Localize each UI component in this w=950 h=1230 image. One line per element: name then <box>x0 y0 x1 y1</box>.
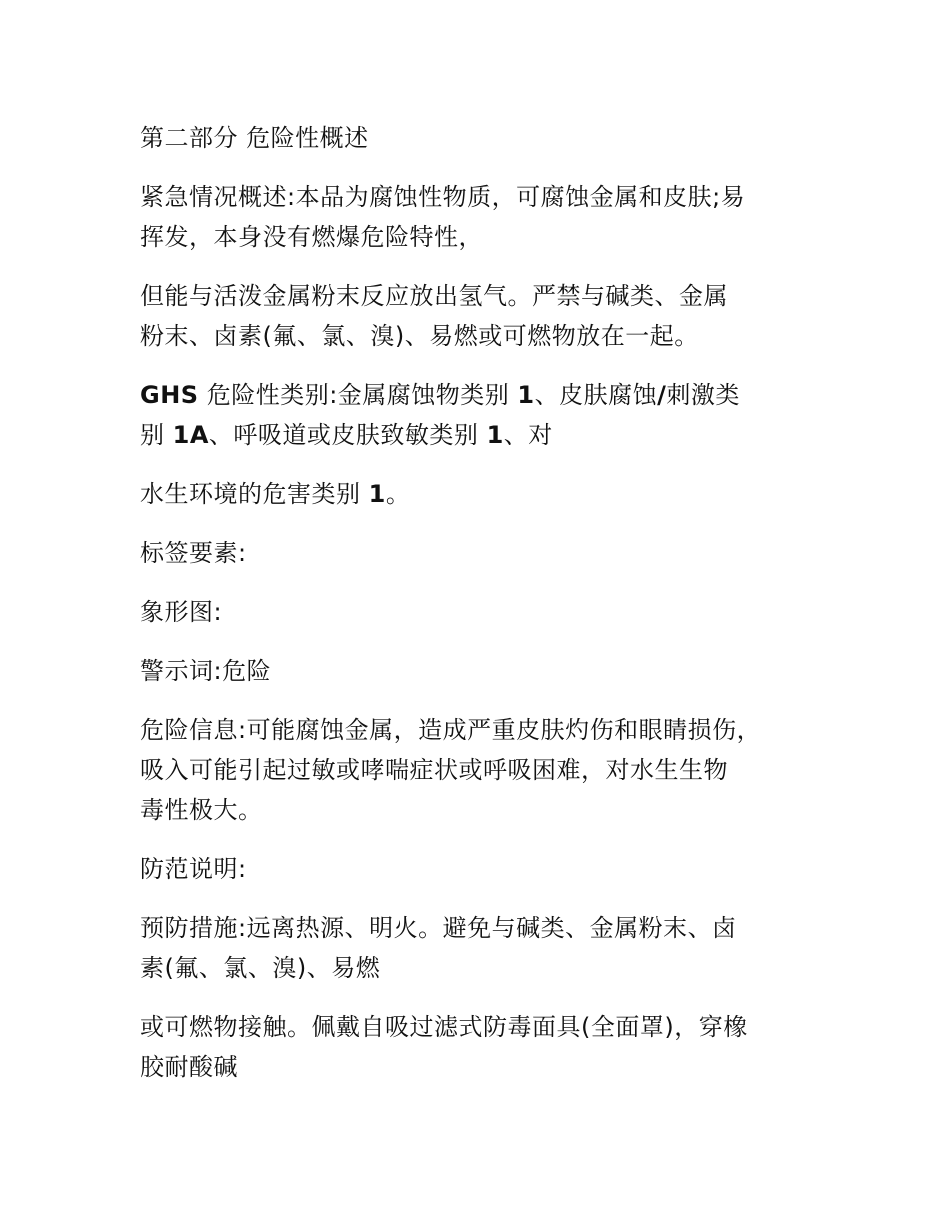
text-line <box>140 375 830 415</box>
text-line <box>140 415 830 455</box>
text-segment: 刺激类 <box>666 381 740 409</box>
signal-word-text: 警示词:危险 <box>140 657 272 685</box>
text-line: 但能与活泼金属粉末反应放出氢气。严禁与碱类、金属 <box>140 282 728 310</box>
category-number: 1 <box>368 480 386 508</box>
category-number: 1 <box>517 381 535 409</box>
text-line: 毒性极大。 <box>140 796 263 824</box>
text-line: 预防措施:远离热源、明火。避免与碱类、金属粉末、卤 <box>140 914 737 942</box>
hazard-info-paragraph <box>140 710 830 830</box>
text-line: 危险信息:可能腐蚀金属，造成严重皮肤灼伤和眼睛损伤， <box>140 716 762 744</box>
slash-separator: / <box>657 381 667 409</box>
precautionary-statements-text: 防范说明: <box>140 855 247 883</box>
emergency-overview-paragraph <box>140 177 830 257</box>
ppe-paragraph <box>140 1007 830 1087</box>
precautionary-statements-paragraph <box>140 849 830 889</box>
aquatic-hazard-paragraph <box>140 474 830 514</box>
pictogram-text: 象形图: <box>140 598 223 626</box>
text-segment: 水生环境的危害类别 <box>140 480 369 508</box>
category-number: 1 <box>486 421 504 449</box>
text-line: 或可燃物接触。佩戴自吸过滤式防毒面具(全面罩)，穿橡 <box>140 1013 748 1041</box>
text-line: 吸入可能引起过敏或哮喘症状或呼吸困难，对水生生物 <box>140 756 728 784</box>
text-segment: 。 <box>385 480 411 508</box>
text-segment: 、对 <box>503 421 553 449</box>
text-segment: 、皮肤腐蚀 <box>534 381 658 409</box>
document-body <box>140 118 830 1106</box>
text-segment: 、呼吸道或皮肤致敏类别 <box>208 421 487 449</box>
text-line: 胶耐酸碱 <box>140 1053 238 1081</box>
label-elements-paragraph <box>140 533 830 573</box>
ghs-label: GHS <box>140 381 199 409</box>
ghs-classification-paragraph <box>140 375 830 455</box>
text-line: 素(氟、氯、溴)、易燃 <box>140 954 381 982</box>
text-line: 紧急情况概述:本品为腐蚀性物质，可腐蚀金属和皮肤;易 <box>140 183 746 211</box>
text-line: 挥发，本身没有燃爆危险特性， <box>140 223 483 251</box>
section-title <box>140 118 830 158</box>
label-elements-text: 标签要素: <box>140 539 247 567</box>
pictogram-paragraph <box>140 592 830 632</box>
reaction-warning-paragraph <box>140 276 830 356</box>
signal-word-paragraph <box>140 651 830 691</box>
text-line: 粉末、卤素(氟、氯、溴)、易燃或可燃物放在一起。 <box>140 322 699 350</box>
text-segment: 危险性类别:金属腐蚀物类别 <box>198 381 518 409</box>
text-segment: 别 <box>140 421 173 449</box>
category-number: 1A <box>172 421 209 449</box>
text-line <box>140 474 830 514</box>
section-title-text: 第二部分 危险性概述 <box>140 124 369 152</box>
prevention-paragraph <box>140 908 830 988</box>
